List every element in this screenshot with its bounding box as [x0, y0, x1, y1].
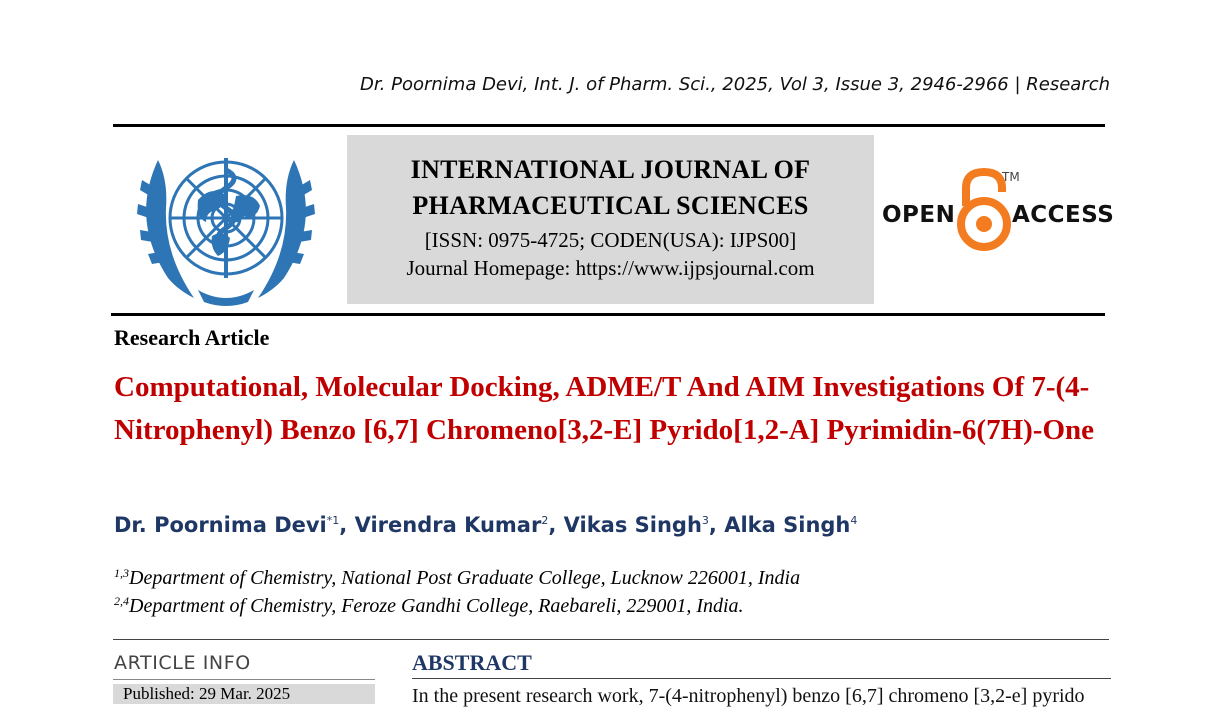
open-access-logo — [880, 168, 1115, 252]
author-affiliation-marker: 3 — [701, 514, 709, 527]
published-date: Published: 29 Mar. 2025 — [113, 684, 375, 704]
open-access-right-text: ACCESS — [1012, 202, 1115, 228]
trademark-mark: TM — [1002, 170, 1020, 184]
article-info-rule — [113, 679, 375, 680]
section-divider — [113, 639, 1109, 640]
affiliation-1-marker: 1,3 — [114, 566, 129, 580]
affiliation-2-text: Department of Chemistry, Feroze Gandhi College, Raebareli, 229001, India. — [129, 595, 744, 617]
article-title: Computational, Molecular Docking, ADME/T And AIM Investigations Of 7-(4-Nitrophenyl) Benzo [6,7] Chromeno[3,2-E] Pyrido[1,2-A] Pyrimidin-6(7H)-One — [114, 371, 1094, 446]
un-who-emblem-icon — [128, 140, 324, 306]
author-separator: , — [548, 513, 564, 537]
journal-title-line1: INTERNATIONAL JOURNAL OF — [410, 155, 811, 184]
author-affiliation-marker: 4 — [850, 514, 858, 527]
journal-masthead — [347, 135, 874, 304]
abstract-heading: ABSTRACT — [412, 650, 532, 675]
author-name: Dr. Poornima Devi — [114, 513, 327, 537]
affiliation-1 — [114, 566, 800, 590]
journal-title-line2: PHARMACEUTICAL SCIENCES — [412, 191, 809, 220]
affiliation-2-marker: 2,4 — [114, 594, 129, 608]
affiliation-2 — [114, 594, 744, 618]
journal-title — [347, 152, 874, 224]
author-affiliation-marker: *1 — [326, 514, 340, 527]
author-affiliation-marker: 2 — [541, 514, 549, 527]
author-name: Vikas Singh — [563, 513, 702, 537]
header-rule-top — [113, 124, 1105, 127]
affiliation-1-text: Department of Chemistry, National Post Graduate College, Lucknow 226001, India — [129, 567, 801, 589]
running-header: Dr. Poornima Devi, Int. J. of Pharm. Sci., 2025, Vol 3, Issue 3, 2946-2966 | Research — [360, 74, 1110, 95]
author-separator: , — [339, 513, 355, 537]
journal-homepage[interactable]: Journal Homepage: https://www.ijpsjournal.com — [406, 256, 815, 280]
author-name: Alka Singh — [724, 513, 851, 537]
author-name: Virendra Kumar — [354, 513, 542, 537]
author-separator: , — [708, 513, 725, 537]
abstract-text: In the present research work, 7-(4-nitrophenyl) benzo [6,7] chromeno [3,2-e] pyrido — [412, 685, 1085, 707]
article-type: Research Article — [114, 325, 270, 350]
issn-coden: [ISSN: 0975-4725; CODEN(USA): IJPS00] — [424, 228, 797, 252]
open-access-left-text: OPEN — [882, 202, 956, 228]
header-rule-bottom — [111, 313, 1105, 316]
author-list — [114, 513, 857, 537]
abstract-rule — [412, 678, 1111, 679]
article-info-heading: ARTICLE INFO — [114, 652, 251, 674]
